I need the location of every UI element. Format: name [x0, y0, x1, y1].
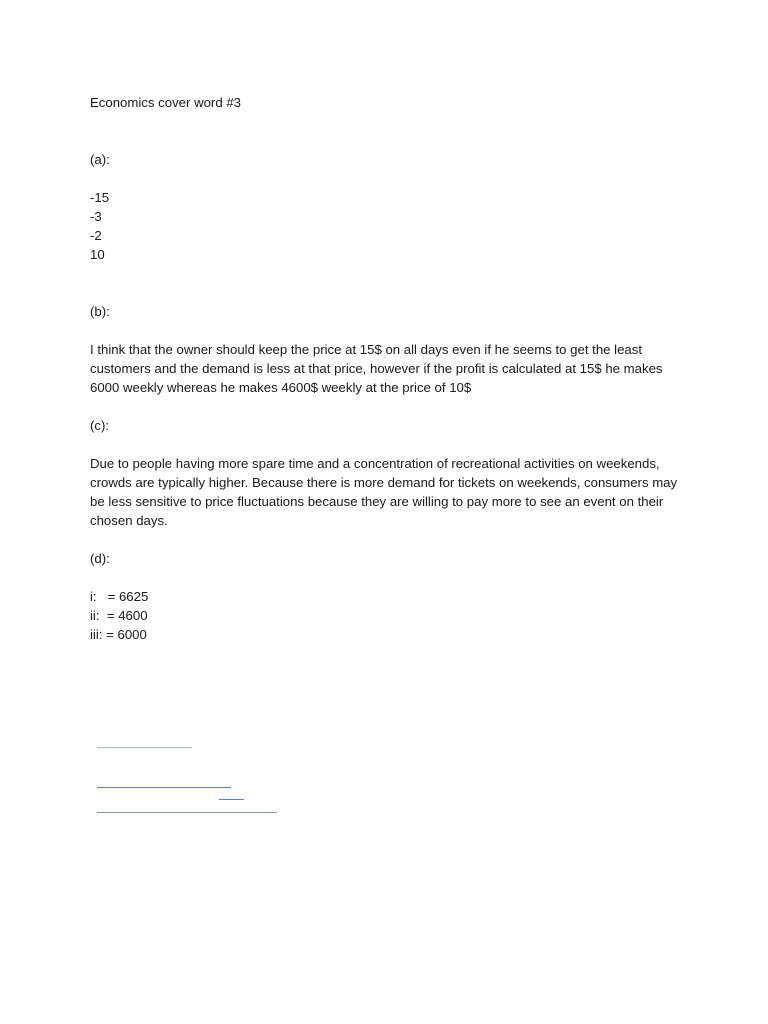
section-d-items: [90, 587, 690, 644]
section-c-paragraph: Due to people having more spare time and a concentration of recreational activities on weekends, crowds are typically higher. Because there is more demand for tickets on weekends, consumers may be less sensitive to price fluctuations because they are willing to pay more to see an event on their chosen days.: [90, 456, 678, 528]
section-d-item: i: = 6625: [90, 589, 149, 604]
section-a-values: [90, 188, 690, 264]
section-a-value: -2: [90, 228, 102, 243]
section-a-value: 10: [90, 247, 105, 262]
underline-rule: [97, 747, 192, 748]
underline-rule: [97, 812, 277, 813]
section-b-paragraph: I think that the owner should keep the price at 15$ on all days even if he seems to get the least customers and the demand is less at that price, however if the profit is calculated at 15$ he makes 6000 weekly whereas he makes 4600$ weekly at the price of 10$: [90, 342, 663, 395]
section-d-heading: (d):: [90, 551, 110, 566]
document-body: [90, 93, 690, 644]
section-a-value: -3: [90, 209, 102, 224]
section-d-item: ii: = 4600: [90, 608, 148, 623]
underline-rule: [97, 787, 231, 788]
section-a-value: -15: [90, 190, 110, 205]
section-b-heading: (b):: [90, 304, 110, 319]
underline-rule: [219, 799, 244, 800]
section-a-heading: (a):: [90, 152, 110, 167]
section-c-heading: (c):: [90, 418, 110, 433]
section-d-item: iii: = 6000: [90, 627, 147, 642]
document-title: Economics cover word #3: [90, 95, 241, 110]
